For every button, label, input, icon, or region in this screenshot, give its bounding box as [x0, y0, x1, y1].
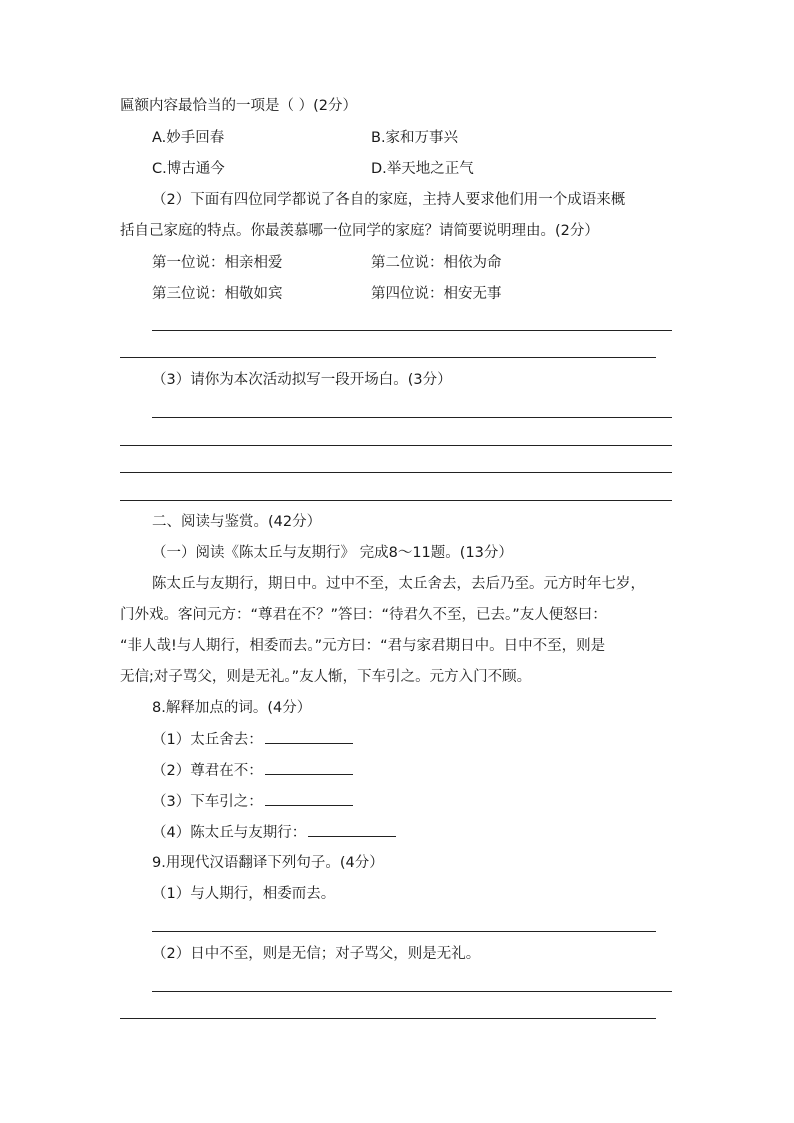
q2-line2: 括自己家庭的特点。你最羡慕哪一位同学的家庭？请简要说明理由。(2分）: [120, 223, 599, 239]
answer-line[interactable]: [120, 1018, 656, 1019]
option-d: D.举天地之正气: [371, 161, 474, 177]
answer-line[interactable]: [120, 445, 672, 446]
answer-line[interactable]: [120, 472, 672, 473]
answer-line[interactable]: [152, 417, 672, 418]
speaker-second: 第二位说：相依为命: [371, 255, 502, 271]
q9-item1: （1）与人期行，相委而去。: [152, 886, 336, 902]
answer-line[interactable]: [152, 931, 656, 932]
answer-blank[interactable]: [265, 729, 353, 744]
answer-blank[interactable]: [265, 760, 353, 775]
answer-line[interactable]: [120, 357, 656, 358]
speaker-fourth: 第四位说：相安无事: [371, 286, 502, 302]
answer-blank[interactable]: [265, 791, 353, 806]
option-b: B.家和万事兴: [371, 130, 459, 146]
q8-item: [152, 822, 396, 843]
q9-title: 9.用现代汉语翻译下列句子。(4分）: [152, 855, 384, 871]
speaker-third: 第三位说：相敬如宾: [152, 286, 283, 302]
option-c: C.博古通今: [152, 161, 225, 177]
q3-prompt: （3）请你为本次活动拟写一段开场白。(3分）: [152, 372, 452, 388]
passage-line: 无信;对子骂父，则是无礼。”友人惭，下车引之。元方入门不顾。: [120, 669, 532, 685]
q8-item-label: （2）尊君在不：: [152, 763, 263, 779]
q8-item: [152, 729, 353, 750]
option-a: A.妙手回春: [152, 130, 225, 146]
q2-line1: （2）下面有四位同学都说了各自的家庭，主持人要求他们用一个成语来概: [152, 192, 626, 208]
answer-line[interactable]: [152, 991, 672, 992]
q8-item-label: （3）下车引之：: [152, 794, 263, 810]
passage-line: 门外戏。客问元方：“尊君在不？”答曰：“待君久不至，已去。”友人便怒曰：: [120, 607, 607, 623]
answer-blank[interactable]: [308, 822, 396, 837]
passage-line: “非人哉!与人期行，相委而去。”元方曰：“君与家君期日中。日中不至，则是: [120, 638, 606, 654]
answer-line[interactable]: [152, 330, 672, 331]
q8-title: 8.解释加点的词。(4分）: [152, 700, 312, 716]
q8-item-label: （1）太丘舍去：: [152, 732, 263, 748]
sub-section-heading: （一）阅读《陈太丘与友期行》 完成8～11题。(13分）: [152, 545, 513, 561]
q8-item: [152, 760, 353, 781]
q8-item: [152, 791, 353, 812]
speaker-first: 第一位说：相亲相爱: [152, 255, 283, 271]
passage-line: 陈太丘与友期行，期日中。过中不至，太丘舍去，去后乃至。元方时年七岁，: [152, 576, 645, 592]
section-heading: 二、阅读与鉴赏。(42分）: [152, 514, 322, 530]
plaque-question: 匾额内容最恰当的一项是（ ）(2分）: [120, 98, 357, 114]
q9-item2: （2）日中不至，则是无信；对子骂父，则是无礼。: [152, 946, 481, 962]
q8-item-label: （4）陈太丘与友期行：: [152, 825, 307, 841]
answer-line[interactable]: [120, 500, 672, 501]
